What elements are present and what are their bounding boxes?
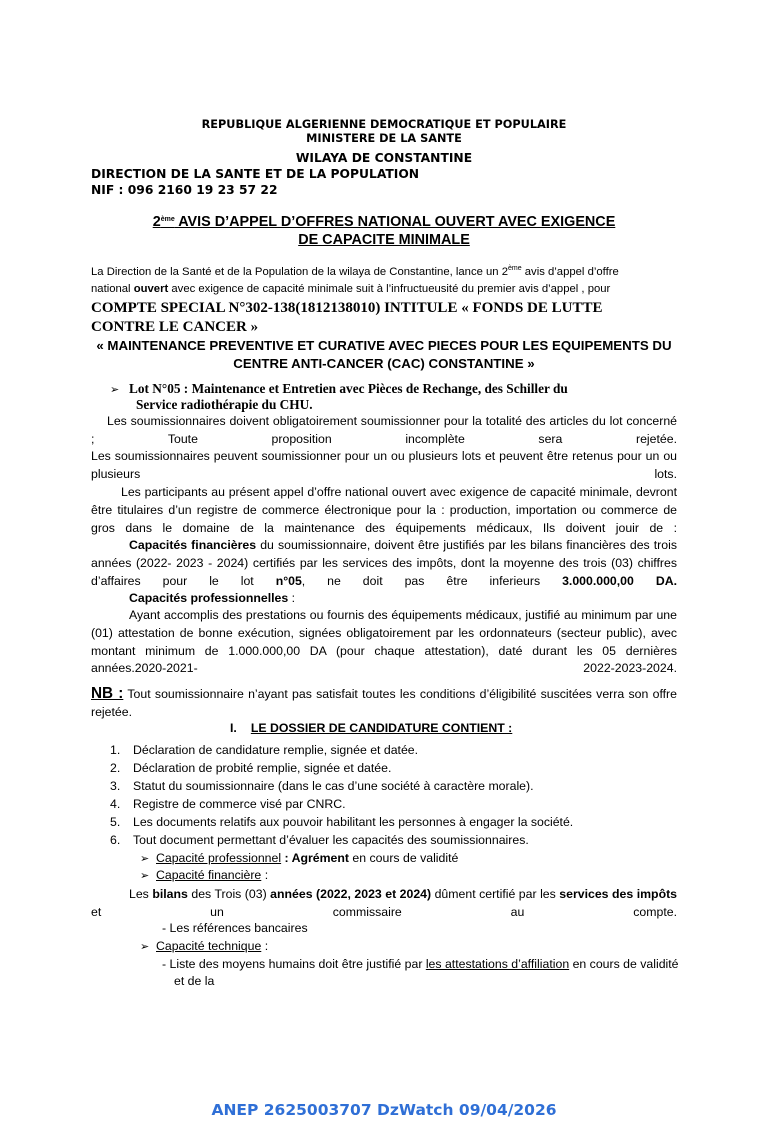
capacite-professionnel-item [156, 851, 458, 865]
intro-bold-ouvert: ouvert [133, 283, 169, 295]
intro-text-c: national [91, 283, 134, 295]
arrow-bullet-icon: ➢ [140, 940, 150, 953]
minimum-amount: 3.000.000,00 DA. [562, 573, 677, 588]
moyens-humains-text: - Liste des moyens humains doit être justifié par [162, 957, 426, 971]
lot-line2: Service radiothérapie du CHU. [136, 397, 313, 412]
list-item: Les documents relatifs aux pouvoir habilitant les personnes à engager la société. [133, 815, 574, 829]
list-number: 1. [110, 743, 121, 757]
title-ordinal-sup: ème [160, 216, 175, 223]
intro-sup: ème [508, 265, 522, 272]
paragraph-capacites-financieres [91, 537, 677, 590]
text-capacites-financieres: du soumissionnaire, doivent être justifiés par les bilans financières des trois années (2022- 2023 - 2024) certifiés par les services des impôts, dont la moyenne des trois (03) chiffres d’affaires pour le lot [91, 538, 677, 588]
section-numeral: I. [230, 721, 237, 735]
list-item: Statut du soumissionnaire (dans le cas d’une société à caractère morale). [133, 779, 534, 793]
paragraph-lots: Les soumissionnaires peuvent soumissionner pour un ou plusieurs lots et peuvent être retenus pour un ou plusieurs lots. [91, 449, 677, 481]
section-heading-text: LE DOSSIER DE CANDIDATURE CONTIENT : [250, 721, 513, 735]
capacite-financiere-label: Capacité financière [156, 868, 262, 882]
paragraph-nb [91, 685, 677, 722]
colon: : [288, 591, 296, 605]
arrow-bullet-icon: ➢ [110, 383, 120, 396]
list-number: 6. [110, 833, 121, 847]
agrement-text: en cours de validité [349, 851, 459, 865]
capacite-technique-label: Capacité technique [156, 939, 262, 953]
lot-line1: Lot N°05 : Maintenance et Entretien avec Pièces de Rechange, des Schiller du [129, 381, 568, 396]
label-capacites-professionnelles: Capacités professionnelles [129, 591, 289, 605]
footer-reference: ANEP 2625003707 DzWatch 09/04/2026 [211, 1101, 557, 1119]
header-ministry: MINISTERE DE LA SANTE [306, 132, 462, 145]
header-republic: REPUBLIQUE ALGERIENNE DEMOCRATIQUE ET POPULAIRE [201, 118, 567, 131]
intro-text-d: avec exigence de capacité minimale suit à l’infructueusité du premier avis d’appel , pour [168, 283, 611, 295]
list-item: Registre de commerce visé par CNRC. [133, 797, 346, 811]
header-wilaya: WILAYA DE CONSTANTINE [295, 151, 473, 165]
validite-text: en cours de validité [569, 957, 679, 971]
agrement-label: Agrément [291, 851, 349, 865]
paragraph-prestations: Ayant accomplis des prestations ou fournis des équipements médicaux, justifié au minimum par une (01) attestation de bonne exécution, signées obligatoirement par les ordonnateurs (secteur public), avec montant minimum de 1.000.000,00 DA (pour chaque attestation), daté durant les 05 dernières années.2020-2021- 2022-2023-2024. [91, 608, 677, 676]
intro-text-b: avis d’appel d’offre [521, 266, 619, 278]
list-number: 4. [110, 797, 121, 811]
title-line1: AVIS D’APPEL D’OFFRES NATIONAL OUVERT AVEC EXIGENCE [174, 214, 616, 230]
moyens-humains-line [162, 957, 679, 971]
paragraph-totalite: Les soumissionnaires doivent obligatoirement soumissionner pour la totalité des articles du lot concerné ; Toute proposition incomplète sera rejetée. [91, 414, 677, 446]
bilans-text-d: et un commissaire au compte. [91, 904, 677, 919]
header-nif: NIF : 096 2160 19 23 57 22 [91, 183, 278, 197]
separator: : [281, 851, 292, 865]
nb-text: Tout soumissionnaire n’ayant pas satisfait toutes les conditions d’éligibilité suscitées verra son offre rejetée. [91, 687, 677, 719]
compte-line1: COMPTE SPECIAL N°302-138(1812138010) INTITULE « FONDS DE LUTTE [91, 300, 603, 316]
references-bancaires: - Les références bancaires [162, 921, 308, 935]
intro-line1 [91, 266, 619, 278]
list-number: 3. [110, 779, 121, 793]
list-item: Déclaration de candidature remplie, signée et datée. [133, 743, 419, 757]
list-item: Tout document permettant d’évaluer les capacités des soumissionnaires. [133, 833, 529, 847]
maintenance-line2: CENTRE ANTI-CANCER (CAC) CONSTANTINE » [233, 356, 535, 371]
capacite-financiere-item [156, 868, 268, 882]
page-title [0, 214, 768, 230]
lot-number: n°05 [275, 573, 302, 588]
capacite-professionnel-label: Capacité professionnel [156, 851, 282, 865]
arrow-bullet-icon: ➢ [140, 852, 150, 865]
list-number: 5. [110, 815, 121, 829]
moyens-humains-continuation: et de la [174, 974, 215, 988]
section-heading [230, 721, 512, 735]
title-line2: DE CAPACITE MINIMALE [298, 232, 470, 248]
bilans-text-a: Les [129, 887, 153, 901]
arrow-bullet-icon: ➢ [140, 869, 150, 882]
header-direction: DIRECTION DE LA SANTE ET DE LA POPULATION [91, 167, 420, 181]
bilans-text-c: dûment certifié par les [431, 887, 560, 901]
paragraph-bilans [91, 886, 677, 922]
nb-label: NB : [91, 685, 124, 702]
bilans-bold: bilans [152, 887, 188, 901]
attestations-affiliation: les attestations d’affiliation [425, 957, 570, 971]
maintenance-line1: « MAINTENANCE PREVENTIVE ET CURATIVE AVEC PIECES POUR LES EQUIPEMENTS DU [96, 338, 672, 353]
colon: : [261, 939, 269, 953]
intro-text-a: La Direction de la Santé et de la Population de la wilaya de Constantine, lance un 2 [91, 266, 509, 278]
title-ordinal: 2 [152, 214, 161, 230]
bilans-years: années (2022, 2023 et 2024) [270, 887, 432, 901]
list-number: 2. [110, 761, 121, 775]
capacite-technique-item [156, 939, 268, 953]
bilans-services: services des [559, 887, 634, 901]
compte-line2: CONTRE LE CANCER » [91, 319, 259, 335]
paragraph-participants: Les participants au présent appel d’offre national ouvert avec exigence de capacité minimale, devront être titulaires d’un registre de commerce électronique pour la : production, importation ou commerce de gros dans le domaine de la maintenance des équipements médicaux, Ils doivent jouir de : [91, 485, 677, 535]
bilans-text-b: des Trois (03) [187, 887, 271, 901]
paragraph-capacites-professionnelles [129, 590, 295, 608]
text-inferieurs: , ne doit pas être inferieurs [301, 573, 563, 588]
list-item: Déclaration de probité remplie, signée et datée. [133, 761, 392, 775]
label-capacites-financieres: Capacités financières [129, 538, 257, 552]
intro-line2 [91, 283, 610, 295]
colon: : [261, 868, 269, 882]
bilans-impots: impôts [636, 887, 678, 901]
